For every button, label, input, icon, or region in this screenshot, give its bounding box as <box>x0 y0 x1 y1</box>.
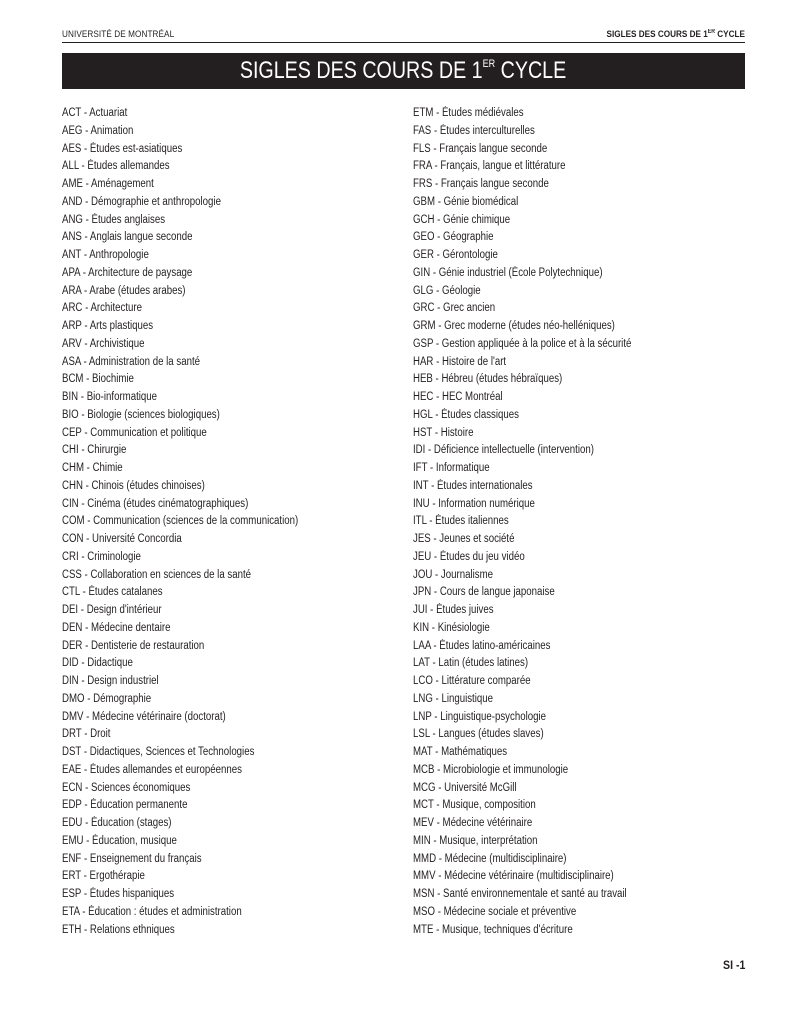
course-code-label: JPN - Cours de langue japonaise <box>413 586 555 599</box>
course-code-entry <box>62 247 382 265</box>
course-code-entry <box>62 868 382 886</box>
course-code-entry <box>413 726 753 744</box>
course-code-entry <box>62 904 382 922</box>
course-code-label: GRC - Grec ancien <box>413 302 496 315</box>
page-number: SI -1 <box>722 958 745 972</box>
course-code-entry <box>62 158 382 176</box>
course-code-label: AME - Aménagement <box>62 178 154 190</box>
course-code-entry <box>413 478 753 496</box>
course-code-label: DMV - Médecine vétérinaire (doctorat) <box>62 710 226 723</box>
course-code-label: DEN - Médecine dentaire <box>62 621 171 634</box>
course-code-entry <box>62 922 382 940</box>
course-code-entry <box>413 141 753 159</box>
course-code-entry <box>413 602 753 620</box>
course-code-entry <box>62 318 382 336</box>
course-code-label: HAR - Histoire de l'art <box>413 355 507 368</box>
course-code-entry <box>413 815 753 833</box>
course-code-entry <box>62 833 382 851</box>
course-code-label: JEU - Études du jeu vidéo <box>413 550 525 563</box>
course-code-label: MIN - Musique, interprétation <box>413 834 538 847</box>
course-code-entry <box>62 425 382 443</box>
course-code-label: HEB - Hébreu (études hébraïques) <box>413 373 563 386</box>
course-code-entry <box>62 371 382 389</box>
course-code-label: ARV - Archivistique <box>62 337 145 350</box>
course-code-label: ANS - Anglais langue seconde <box>62 231 193 244</box>
course-code-label: GSP - Gestion appliquée à la police et à la sécurité <box>413 337 632 350</box>
course-code-label: DEI - Design d'intérieur <box>62 604 162 616</box>
course-code-entry <box>413 229 753 247</box>
course-code-label: ACT - Actuariat <box>62 107 128 119</box>
course-code-entry <box>62 655 382 673</box>
course-code-entry <box>62 460 382 478</box>
course-code-label: LNG - Linguistique <box>413 692 494 705</box>
course-code-entry <box>62 105 382 123</box>
course-code-entry <box>413 496 753 514</box>
course-code-label: HST - Histoire <box>413 426 474 439</box>
course-code-label: CSS - Collaboration en sciences de la santé <box>62 568 252 581</box>
course-code-entry <box>413 762 753 780</box>
course-code-label: ANG - Études anglaises <box>62 213 166 226</box>
institution-name: UNIVERSITÉ DE MONTRÉAL <box>62 29 175 40</box>
course-code-entry <box>413 567 753 585</box>
course-code-entry <box>413 549 753 567</box>
course-code-label: ANT - Anthropologie <box>62 249 149 261</box>
course-code-label: APA - Architecture de paysage <box>62 266 193 279</box>
course-code-entry <box>62 815 382 833</box>
course-code-entry <box>413 212 753 230</box>
course-code-label: ITL - Études italiennes <box>413 515 509 528</box>
course-code-label: HEC - HEC Montréal <box>413 391 503 403</box>
course-code-label: BIO - Biologie (sciences biologiques) <box>62 408 220 421</box>
course-code-label: GBM - Génie biomédical <box>413 195 519 208</box>
course-list-right-column <box>413 105 753 939</box>
course-code-label: BCM - Biochimie <box>62 373 134 386</box>
course-code-label: MMD - Médecine (multidisciplinaire) <box>413 852 567 865</box>
course-code-entry <box>413 194 753 212</box>
course-code-entry <box>62 283 382 301</box>
course-code-label: GCH - Génie chimique <box>413 213 511 226</box>
course-code-entry <box>62 176 382 194</box>
course-code-label: DST - Didactiques, Sciences et Technologies <box>62 746 255 758</box>
course-code-entry <box>413 123 753 141</box>
course-code-label: DIN - Design industriel <box>62 675 159 687</box>
course-code-entry <box>413 336 753 354</box>
course-code-entry <box>413 265 753 283</box>
course-code-entry <box>413 868 753 886</box>
course-code-entry <box>413 673 753 691</box>
course-code-entry <box>413 105 753 123</box>
course-code-label: CHI - Chirurgie <box>62 444 127 457</box>
course-code-label: IDI - Déficience intellectuelle (intervention) <box>413 444 594 457</box>
course-code-label: LCO - Littérature comparée <box>413 675 531 687</box>
course-code-label: CTL - Études catalanes <box>62 586 163 599</box>
course-code-entry <box>413 797 753 815</box>
course-code-label: EMU - Éducation, musique <box>62 834 177 847</box>
course-code-label: IFT - Informatique <box>413 462 490 474</box>
course-code-entry <box>413 655 753 673</box>
course-list-left-column <box>62 105 382 939</box>
course-code-entry <box>413 407 753 425</box>
course-code-entry <box>62 141 382 159</box>
course-code-label: MCB - Microbiologie et immunologie <box>413 763 569 776</box>
course-code-entry <box>413 460 753 478</box>
course-code-entry <box>62 620 382 638</box>
course-code-label: ETM - Études médiévales <box>413 107 524 119</box>
course-code-entry <box>413 833 753 851</box>
course-code-label: KIN - Kinésiologie <box>413 621 490 634</box>
course-code-label: ENF - Enseignement du français <box>62 852 202 865</box>
page-title-banner <box>62 53 745 89</box>
course-code-label: MEV - Médecine vétérinaire <box>413 817 533 829</box>
course-code-entry <box>413 886 753 904</box>
course-code-entry <box>62 389 382 407</box>
course-code-entry <box>62 407 382 425</box>
course-code-label: CRI - Criminologie <box>62 550 141 563</box>
course-code-label: JOU - Journalisme <box>413 568 493 581</box>
course-code-label: INU - Information numérique <box>413 497 535 510</box>
course-code-entry <box>413 247 753 265</box>
course-code-label: LSL - Langues (études slaves) <box>413 728 544 741</box>
course-code-label: MCT - Musique, composition <box>413 799 536 812</box>
course-code-label: ALL - Études allemandes <box>62 160 170 173</box>
course-code-label: INT - Études internationales <box>413 479 533 492</box>
course-code-label: COM - Communication (sciences de la communication) <box>62 515 299 528</box>
course-code-entry <box>413 354 753 372</box>
course-code-entry <box>413 638 753 656</box>
course-code-label: LAA - Études latino-américaines <box>413 639 551 652</box>
course-code-label: LAT - Latin (études latines) <box>413 657 529 670</box>
course-code-label: CIN - Cinéma (études cinématographiques) <box>62 497 249 510</box>
course-code-entry <box>62 478 382 496</box>
course-code-entry <box>413 691 753 709</box>
course-code-label: CEP - Communication et politique <box>62 426 207 439</box>
course-code-label: ESP - Études hispaniques <box>62 888 175 900</box>
course-code-entry <box>62 531 382 549</box>
course-code-entry <box>413 531 753 549</box>
course-code-entry <box>413 158 753 176</box>
course-code-label: FLS - Français langue seconde <box>413 142 548 155</box>
running-title <box>607 29 745 41</box>
course-code-label: JES - Jeunes et société <box>413 533 515 545</box>
course-code-label: MAT - Mathématiques <box>413 746 508 758</box>
course-code-label: AND - Démographie et anthropologie <box>62 195 221 208</box>
course-code-label: ETA - Éducation : études et administration <box>62 905 242 918</box>
course-code-entry <box>62 691 382 709</box>
course-code-label: GRM - Grec moderne (études néo-helléniques) <box>413 320 615 332</box>
course-code-entry <box>62 496 382 514</box>
course-code-entry <box>62 336 382 354</box>
course-code-label: FRA - Français, langue et littérature <box>413 160 566 173</box>
course-code-label: MSO - Médecine sociale et préventive <box>413 905 577 918</box>
course-code-entry <box>62 567 382 585</box>
course-code-entry <box>62 265 382 283</box>
course-code-entry <box>62 513 382 531</box>
course-code-entry <box>413 176 753 194</box>
course-code-entry <box>413 300 753 318</box>
course-code-entry <box>62 442 382 460</box>
running-title-superscript: ER <box>707 29 716 35</box>
course-code-entry <box>413 922 753 940</box>
course-code-entry <box>62 780 382 798</box>
course-code-entry <box>413 513 753 531</box>
course-code-entry <box>413 744 753 762</box>
course-code-entry <box>413 851 753 869</box>
course-code-label: CON - Université Concordia <box>62 533 182 545</box>
course-code-label: MTE - Musique, techniques d'écriture <box>413 923 573 936</box>
course-code-entry <box>62 584 382 602</box>
course-code-entry <box>62 212 382 230</box>
header-divider <box>62 42 745 43</box>
course-code-label: DID - Didactique <box>62 657 133 670</box>
course-code-label: DER - Dentisterie de restauration <box>62 639 205 652</box>
page-title-suffix: CYCLE <box>495 57 567 84</box>
course-code-label: EDP - Éducation permanente <box>62 799 188 812</box>
course-code-label: HGL - Études classiques <box>413 408 519 421</box>
page-title-superscript: ER <box>483 58 496 70</box>
course-code-entry <box>62 797 382 815</box>
course-code-label: GLG - Géologie <box>413 284 481 297</box>
course-code-label: ASA - Administration de la santé <box>62 355 201 368</box>
course-code-label: GIN - Génie industriel (École Polytechnique) <box>413 266 603 279</box>
course-code-entry <box>413 620 753 638</box>
course-code-entry <box>413 389 753 407</box>
course-code-entry <box>413 318 753 336</box>
course-code-entry <box>62 123 382 141</box>
course-code-label: FRS - Français langue seconde <box>413 178 549 190</box>
course-code-label: DMO - Démographie <box>62 692 152 705</box>
course-code-entry <box>62 300 382 318</box>
course-code-entry <box>62 229 382 247</box>
course-code-entry <box>413 584 753 602</box>
course-code-entry <box>62 673 382 691</box>
course-code-entry <box>413 442 753 460</box>
course-code-label: AES - Études est-asiatiques <box>62 142 183 155</box>
course-code-label: ARC - Architecture <box>62 302 142 315</box>
course-code-label: BIN - Bio-informatique <box>62 391 158 403</box>
course-code-label: CHN - Chinois (études chinoises) <box>62 479 205 492</box>
course-code-label: FAS - Études interculturelles <box>413 124 535 137</box>
course-code-label: MCG - Université McGill <box>413 781 517 794</box>
course-code-entry <box>62 886 382 904</box>
course-code-entry <box>413 371 753 389</box>
course-code-entry <box>62 354 382 372</box>
course-code-label: MSN - Santé environnementale et santé au travail <box>413 888 627 900</box>
course-code-entry <box>62 194 382 212</box>
course-code-entry <box>62 602 382 620</box>
course-code-entry <box>413 283 753 301</box>
running-title-prefix: SIGLES DES COURS DE 1 <box>606 29 708 40</box>
course-code-label: AEG - Animation <box>62 124 134 137</box>
course-code-entry <box>62 726 382 744</box>
course-code-entry <box>413 780 753 798</box>
course-code-entry <box>413 709 753 727</box>
course-code-label: CHM - Chimie <box>62 462 123 474</box>
course-code-entry <box>413 904 753 922</box>
course-code-entry <box>62 851 382 869</box>
course-code-entry <box>62 744 382 762</box>
course-code-label: EAE - Études allemandes et européennes <box>62 763 242 776</box>
course-code-label: JUI - Études juives <box>413 604 494 616</box>
course-code-label: ERT - Ergothérapie <box>62 870 145 883</box>
page-title <box>240 53 566 89</box>
running-header <box>62 29 745 42</box>
course-code-entry <box>62 709 382 727</box>
course-code-label: ARP - Arts plastiques <box>62 320 154 332</box>
course-code-label: ETH - Relations ethniques <box>62 923 175 936</box>
running-title-suffix: CYCLE <box>715 29 745 40</box>
course-code-label: ECN - Sciences économiques <box>62 781 191 794</box>
course-code-label: MMV - Médecine vétérinaire (multidisciplinaire) <box>413 870 614 883</box>
course-code-entry <box>62 549 382 567</box>
course-code-label: LNP - Linguistique-psychologie <box>413 710 546 723</box>
course-code-label: EDU - Éducation (stages) <box>62 817 172 829</box>
course-code-label: DRT - Droit <box>62 728 111 741</box>
course-code-entry <box>413 425 753 443</box>
course-code-entry <box>62 638 382 656</box>
course-code-label: GER - Gérontologie <box>413 249 498 261</box>
course-code-label: GEO - Géographie <box>413 231 494 244</box>
course-code-label: ARA - Arabe (études arabes) <box>62 284 186 297</box>
course-code-entry <box>62 762 382 780</box>
page-title-prefix: SIGLES DES COURS DE 1 <box>240 57 484 84</box>
